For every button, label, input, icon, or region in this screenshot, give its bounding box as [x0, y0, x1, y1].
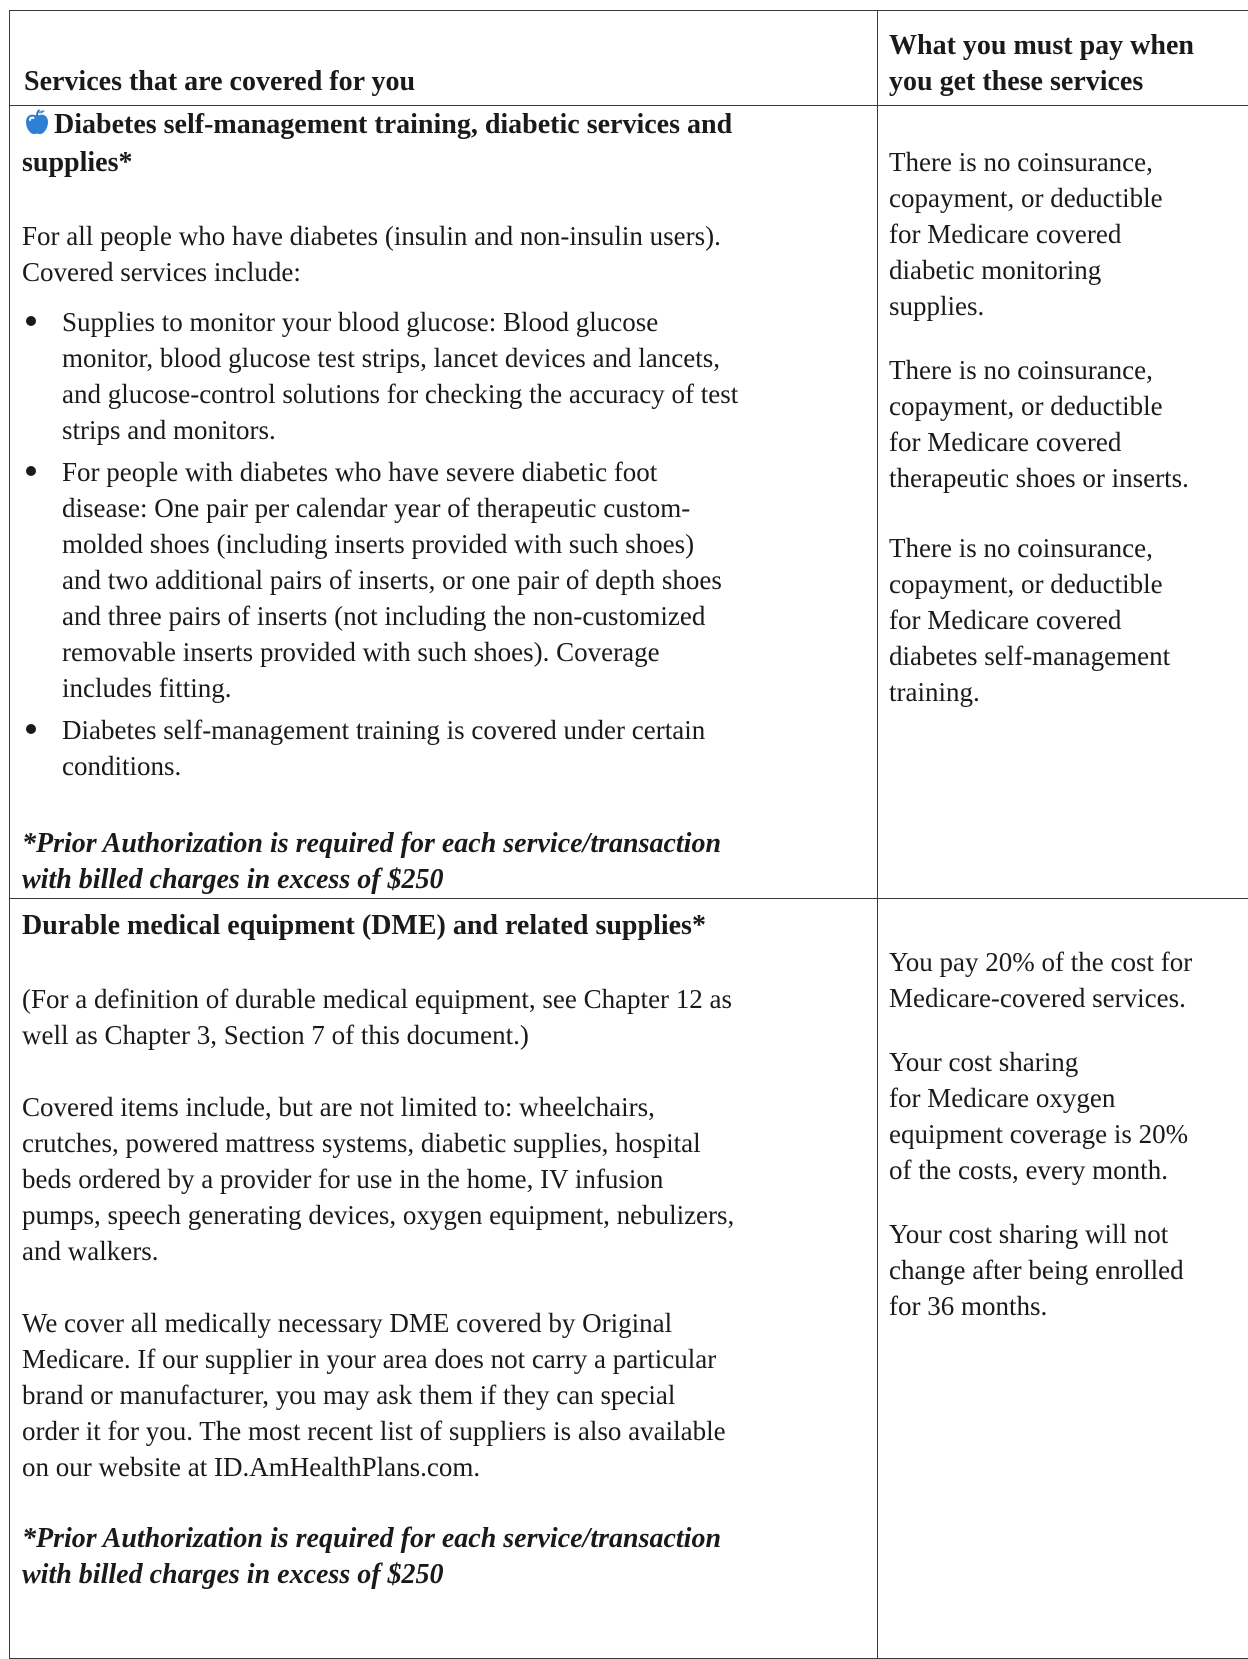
bullet-line: Diabetes self-management training is covered under certain: [62, 712, 865, 748]
cost-line: There is no coinsurance,: [889, 144, 1242, 180]
benefits-chart: [9, 10, 1248, 1659]
bullet-line: monitor, blood glucose test strips, lancet devices and lancets,: [62, 340, 865, 376]
cost-line: Your cost sharing: [889, 1044, 1242, 1080]
header-cost-label: [878, 28, 1248, 105]
cost-line: equipment coverage is 20%: [889, 1116, 1242, 1152]
bullet-line: molded shoes (including inserts provided with such shoes): [62, 526, 865, 562]
cost-paragraph: [889, 944, 1242, 1016]
list-item: [22, 454, 865, 706]
cost-line: You pay 20% of the cost for: [889, 944, 1242, 980]
dme-line: pumps, speech generating devices, oxygen equipment, nebulizers,: [22, 1197, 865, 1233]
diabetes-cost-cell: [878, 106, 1248, 899]
cost-paragraph: [889, 144, 1242, 324]
diabetes-intro-line: For all people who have diabetes (insulin and non-insulin users).: [22, 218, 865, 254]
bullet-line: removable inserts provided with such shoes). Coverage: [62, 634, 865, 670]
dme-services-cell: [10, 899, 878, 1659]
bullet-line: and glucose-control solutions for checking the accuracy of test: [62, 376, 865, 412]
bullet-line: Supplies to monitor your blood glucose: Blood glucose: [62, 304, 865, 340]
cost-line: of the costs, every month.: [889, 1152, 1242, 1188]
bullet-line: For people with diabetes who have severe diabetic foot: [62, 454, 865, 490]
cost-line: copayment, or deductible: [889, 566, 1242, 602]
cost-line: diabetes self-management: [889, 638, 1242, 674]
table-row-diabetes: [10, 106, 1248, 899]
diabetes-prior-auth-note: [22, 826, 865, 898]
dme-cost-cell: [878, 899, 1248, 1659]
bullet-line: conditions.: [62, 748, 865, 784]
bullet-line: disease: One pair per calendar year of therapeutic custom-: [62, 490, 865, 526]
diabetes-cost-text: [889, 106, 1242, 710]
diabetes-title-line: Diabetes self-management training, diabetic services and: [54, 109, 732, 140]
dme-line: beds ordered by a provider for use in the home, IV infusion: [22, 1161, 865, 1197]
note-line: *Prior Authorization is required for each service/transaction: [22, 1521, 865, 1557]
cost-line: for Medicare covered: [889, 602, 1242, 638]
list-item: [22, 712, 865, 784]
header-cost-line: you get these services: [889, 64, 1248, 100]
bullet-line: includes fitting.: [62, 670, 865, 706]
cost-line: therapeutic shoes or inserts.: [889, 460, 1242, 496]
note-line: *Prior Authorization is required for each service/transaction: [22, 826, 865, 862]
cost-paragraph: [889, 1216, 1242, 1324]
cost-paragraph: [889, 1044, 1242, 1188]
header-cost: [878, 11, 1248, 106]
cost-line: copayment, or deductible: [889, 180, 1242, 216]
bullet-line: strips and monitors.: [62, 412, 865, 448]
cost-line: There is no coinsurance,: [889, 352, 1242, 388]
cost-line: change after being enrolled: [889, 1252, 1242, 1288]
cost-line: for Medicare oxygen: [889, 1080, 1242, 1116]
cost-line: for Medicare covered: [889, 424, 1242, 460]
bullet-icon: [26, 724, 36, 734]
diabetes-title-line: supplies*: [22, 144, 865, 182]
dme-line: We cover all medically necessary DME covered by Original: [22, 1305, 865, 1341]
dme-supplier-info: [22, 1305, 865, 1485]
dme-definition: [22, 981, 865, 1053]
dme-cost-text: [889, 899, 1242, 1324]
diabetes-bullet-list: [22, 304, 865, 784]
diabetes-intro-line: Covered services include:: [22, 254, 865, 290]
dme-line: (For a definition of durable medical equipment, see Chapter 12 as: [22, 981, 865, 1017]
dme-prior-auth-note: [22, 1521, 865, 1593]
cost-line: for Medicare covered: [889, 216, 1242, 252]
dme-line: on our website at ID.AmHealthPlans.com.: [22, 1449, 865, 1485]
dme-line: order it for you. The most recent list of suppliers is also available: [22, 1413, 865, 1449]
table-header-row: [10, 11, 1248, 106]
cost-line: There is no coinsurance,: [889, 530, 1242, 566]
dme-line: Covered items include, but are not limited to: wheelchairs,: [22, 1089, 865, 1125]
dme-line: crutches, powered mattress systems, diabetic supplies, hospital: [22, 1125, 865, 1161]
cost-paragraph: [889, 530, 1242, 710]
note-line: with billed charges in excess of $250: [22, 1557, 865, 1593]
cost-line: for 36 months.: [889, 1288, 1242, 1324]
bullet-icon: [26, 316, 36, 326]
cost-line: Your cost sharing will not: [889, 1216, 1242, 1252]
header-cost-line: What you must pay when: [889, 28, 1248, 64]
dme-covered-items: [22, 1089, 865, 1269]
apple-icon: [22, 107, 52, 137]
cost-line: training.: [889, 674, 1242, 710]
cost-line: Medicare-covered services.: [889, 980, 1242, 1016]
diabetes-services-cell: [10, 106, 878, 899]
note-line: with billed charges in excess of $250: [22, 862, 865, 898]
dme-line: brand or manufacturer, you may ask them if they can special: [22, 1377, 865, 1413]
bullet-icon: [26, 466, 36, 476]
header-services: [10, 11, 878, 106]
bullet-line: and two additional pairs of inserts, or one pair of depth shoes: [62, 562, 865, 598]
table-row-dme: [10, 899, 1248, 1659]
header-services-label: Services that are covered for you: [10, 64, 877, 105]
bullet-line: and three pairs of inserts (not including the non-customized: [62, 598, 865, 634]
cost-line: diabetic monitoring: [889, 252, 1242, 288]
cost-line: copayment, or deductible: [889, 388, 1242, 424]
dme-title: Durable medical equipment (DME) and related supplies*: [22, 907, 865, 945]
dme-line: and walkers.: [22, 1233, 865, 1269]
diabetes-title: [22, 106, 865, 144]
dme-line: well as Chapter 3, Section 7 of this document.): [22, 1017, 865, 1053]
cost-line: supplies.: [889, 288, 1242, 324]
dme-line: Medicare. If our supplier in your area does not carry a particular: [22, 1341, 865, 1377]
list-item: [22, 304, 865, 448]
cost-paragraph: [889, 352, 1242, 496]
